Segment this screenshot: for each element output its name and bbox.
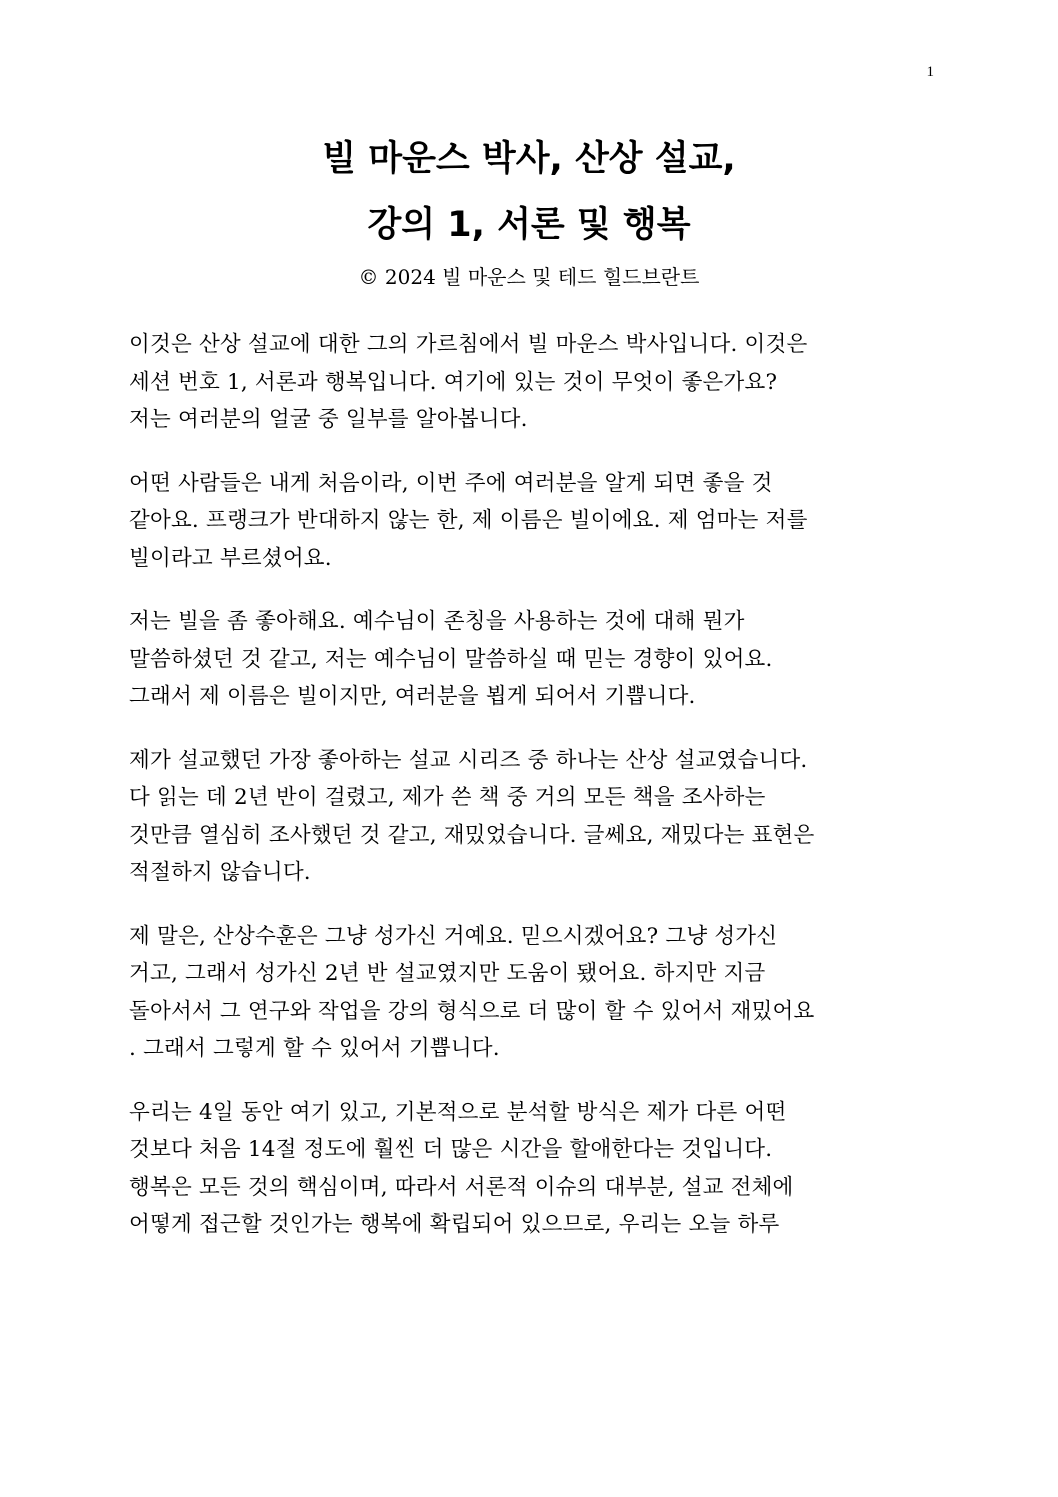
text-line: 제가 설교했던 가장 좋아하는 설교 시리즈 중 하나는 산상 설교였습니다. <box>129 747 808 773</box>
text-line: 우리는 4일 동안 여기 있고, 기본적으로 분석할 방식은 제가 다른 어떤 <box>129 1099 787 1125</box>
paragraph <box>129 465 929 578</box>
body-text <box>129 326 929 1270</box>
text-line: 것보다 처음 14절 정도에 훨씬 더 많은 시간을 할애한다는 것입니다. <box>129 1137 773 1162</box>
text-line: 저는 여러분의 얼굴 중 일부를 알아봅니다. <box>129 407 528 432</box>
text-line: 어떤 사람들은 내게 처음이라, 이번 주에 여러분을 알게 되면 좋을 것 <box>129 470 773 496</box>
text-line: 어떻게 접근할 것인가는 행복에 확립되어 있으므로, 우리는 오늘 하루 <box>129 1212 780 1237</box>
text-line: 다 읽는 데 2년 반이 걸렸고, 제가 쓴 책 중 거의 모든 책을 조사하는 <box>129 785 766 810</box>
text-line: 제 말은, 산상수훈은 그냥 성가신 거예요. 믿으시겠어요? 그냥 성가신 <box>129 923 778 949</box>
paragraph <box>129 1094 929 1244</box>
text-line: 말씀하셨던 것 같고, 저는 예수님이 말씀하실 때 믿는 경향이 있어요. <box>129 646 773 672</box>
text-line: 같아요. 프랭크가 반대하지 않는 한, 제 이름은 빌이에요. 제 엄마는 저를 <box>129 508 808 533</box>
paragraph <box>129 918 929 1068</box>
text-line: 행복은 모든 것의 핵심이며, 따라서 서론적 이슈의 대부분, 설교 전체에 <box>129 1174 794 1200</box>
text-line: 적절하지 않습니다. <box>129 860 311 885</box>
page-number: 1 <box>926 64 934 80</box>
text-line: 것만큼 열심히 조사했던 것 같고, 재밌었습니다. 글쎄요, 재밌다는 표현은 <box>129 822 815 848</box>
text-line: 저는 빌을 좀 좋아해요. 예수님이 존칭을 사용하는 것에 대해 뭔가 <box>129 609 745 634</box>
text-line: 거고, 그래서 성가신 2년 반 설교였지만 도움이 됐어요. 하지만 지금 <box>129 961 766 986</box>
text-line: 세션 번호 1, 서론과 행복입니다. 여기에 있는 것이 무엇이 좋은가요? <box>129 369 778 395</box>
text-line: 빌이라고 부르셨어요. <box>129 545 332 571</box>
title-line-1: 빌 마운스 박사, 산상 설교, <box>322 139 736 179</box>
text-line: . 그래서 그렇게 할 수 있어서 기쁩니다. <box>129 1036 500 1061</box>
title-line-2: 강의 1, 서론 및 행복 <box>367 205 691 245</box>
paragraph <box>129 742 929 892</box>
text-line: 돌아서서 그 연구와 작업을 강의 형식으로 더 많이 할 수 있어서 재밌어요 <box>129 998 815 1024</box>
copyright-notice: © 2024 빌 마운스 및 테드 힐드브란트 <box>358 265 700 289</box>
text-line: 이것은 산상 설교에 대한 그의 가르침에서 빌 마운스 박사입니다. 이것은 <box>129 332 808 357</box>
text-line: 그래서 제 이름은 빌이지만, 여러분을 뵙게 되어서 기쁩니다. <box>129 684 696 709</box>
paragraph <box>129 326 929 439</box>
paragraph <box>129 603 929 716</box>
title-block <box>0 126 1058 292</box>
